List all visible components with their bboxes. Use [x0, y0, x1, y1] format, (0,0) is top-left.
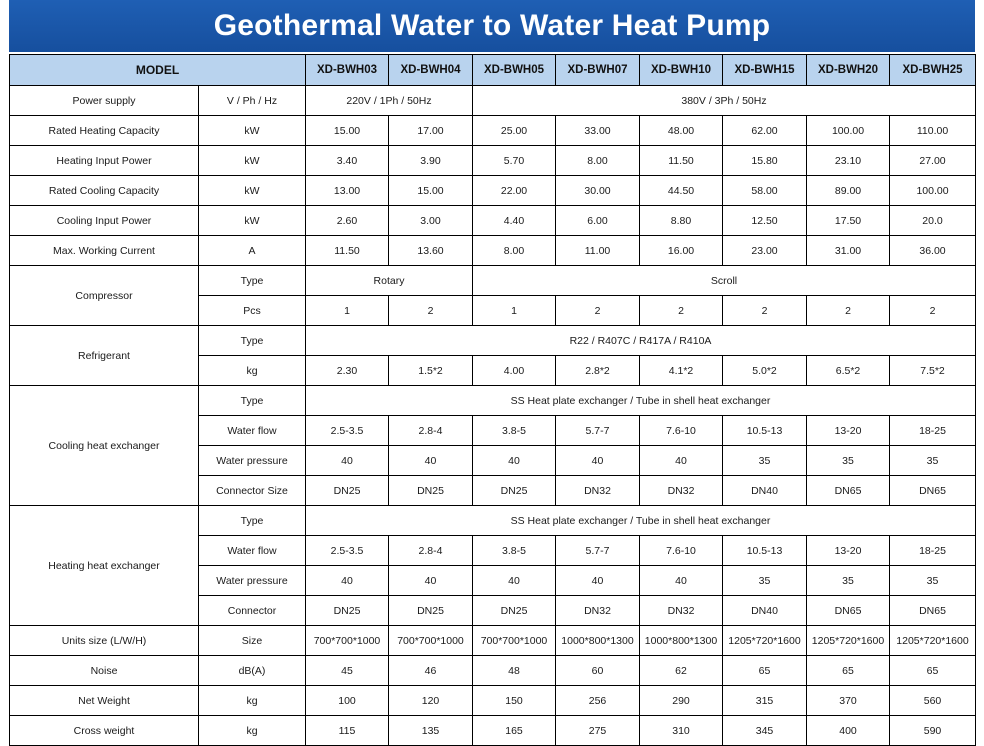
value-cell: 315: [723, 686, 807, 716]
value-cell: 22.00: [473, 176, 556, 206]
row-units-size: [10, 626, 976, 656]
value-cell: 1205*720*1600: [807, 626, 890, 656]
row-label: Cooling Input Power: [10, 206, 199, 236]
value-cell: 62.00: [723, 116, 807, 146]
cell-merged: Rotary: [306, 266, 473, 296]
value-cell: 15.00: [306, 116, 389, 146]
value-cell: 1: [306, 296, 389, 326]
row-unit: Water pressure: [199, 446, 306, 476]
cell-merged: 220V / 1Ph / 50Hz: [306, 86, 473, 116]
value-cell: 150: [473, 686, 556, 716]
cell-merged: SS Heat plate exchanger / Tube in shell heat exchanger: [306, 386, 976, 416]
cell-merged: SS Heat plate exchanger / Tube in shell heat exchanger: [306, 506, 976, 536]
value-cell: 65: [723, 656, 807, 686]
value-cell: DN65: [890, 476, 976, 506]
value-cell: DN25: [389, 596, 473, 626]
value-cell: 1205*720*1600: [723, 626, 807, 656]
row-unit: kg: [199, 716, 306, 746]
row-unit: Connector Size: [199, 476, 306, 506]
value-cell: 13.60: [389, 236, 473, 266]
row-cooling-hx-type: [10, 386, 976, 416]
value-cell: 35: [890, 566, 976, 596]
row-unit: kW: [199, 206, 306, 236]
value-cell: 1.5*2: [389, 356, 473, 386]
model-header: MODEL: [10, 55, 306, 86]
value-cell: 5.7-7: [556, 536, 640, 566]
model-name: XD-BWH25: [890, 55, 976, 86]
value-cell: 2.5-3.5: [306, 416, 389, 446]
model-name: XD-BWH15: [723, 55, 807, 86]
value-cell: 35: [890, 446, 976, 476]
value-cell: 45: [306, 656, 389, 686]
model-name: XD-BWH20: [807, 55, 890, 86]
value-cell: 2.8*2: [556, 356, 640, 386]
row-unit: V / Ph / Hz: [199, 86, 306, 116]
value-cell: 4.00: [473, 356, 556, 386]
value-cell: 44.50: [640, 176, 723, 206]
value-cell: 65: [890, 656, 976, 686]
row-unit: Type: [199, 386, 306, 416]
value-cell: DN32: [640, 596, 723, 626]
row-net-weight: [10, 686, 976, 716]
model-name: XD-BWH07: [556, 55, 640, 86]
value-cell: 5.0*2: [723, 356, 807, 386]
value-cell: 40: [306, 446, 389, 476]
value-cell: 5.7-7: [556, 416, 640, 446]
row-heating-input-power: [10, 146, 976, 176]
value-cell: 15.00: [389, 176, 473, 206]
value-cell: 18-25: [890, 536, 976, 566]
value-cell: 2.8-4: [389, 416, 473, 446]
value-cell: 27.00: [890, 146, 976, 176]
value-cell: 31.00: [807, 236, 890, 266]
value-cell: 2.5-3.5: [306, 536, 389, 566]
row-unit: Size: [199, 626, 306, 656]
value-cell: 40: [556, 566, 640, 596]
value-cell: 2.60: [306, 206, 389, 236]
group-label: Heating heat exchanger: [10, 506, 199, 626]
model-name: XD-BWH10: [640, 55, 723, 86]
value-cell: 370: [807, 686, 890, 716]
value-cell: 89.00: [807, 176, 890, 206]
value-cell: 23.00: [723, 236, 807, 266]
value-cell: 590: [890, 716, 976, 746]
value-cell: 48: [473, 656, 556, 686]
value-cell: 48.00: [640, 116, 723, 146]
row-cooling-input-power: [10, 206, 976, 236]
value-cell: 135: [389, 716, 473, 746]
row-label: Rated Cooling Capacity: [10, 176, 199, 206]
value-cell: 100.00: [890, 176, 976, 206]
value-cell: DN25: [306, 596, 389, 626]
value-cell: 120: [389, 686, 473, 716]
value-cell: 110.00: [890, 116, 976, 146]
value-cell: 275: [556, 716, 640, 746]
value-cell: 400: [807, 716, 890, 746]
row-label: Net Weight: [10, 686, 199, 716]
value-cell: 40: [640, 446, 723, 476]
row-heating-hx-type: [10, 506, 976, 536]
value-cell: 23.10: [807, 146, 890, 176]
value-cell: 3.90: [389, 146, 473, 176]
header-row: [10, 55, 976, 86]
row-unit: Water pressure: [199, 566, 306, 596]
value-cell: 2: [723, 296, 807, 326]
row-label: Max. Working Current: [10, 236, 199, 266]
value-cell: 2: [807, 296, 890, 326]
value-cell: DN32: [640, 476, 723, 506]
value-cell: 25.00: [473, 116, 556, 146]
value-cell: 40: [473, 446, 556, 476]
value-cell: 8.00: [556, 146, 640, 176]
model-name: XD-BWH03: [306, 55, 389, 86]
value-cell: 7.6-10: [640, 536, 723, 566]
value-cell: 2: [389, 296, 473, 326]
value-cell: 4.1*2: [640, 356, 723, 386]
group-label: Refrigerant: [10, 326, 199, 386]
group-label: Cooling heat exchanger: [10, 386, 199, 506]
row-unit: Connector: [199, 596, 306, 626]
row-unit: Type: [199, 506, 306, 536]
row-label: Noise: [10, 656, 199, 686]
model-name: XD-BWH04: [389, 55, 473, 86]
value-cell: 2: [556, 296, 640, 326]
value-cell: 11.00: [556, 236, 640, 266]
value-cell: 35: [807, 566, 890, 596]
value-cell: 3.40: [306, 146, 389, 176]
value-cell: 33.00: [556, 116, 640, 146]
value-cell: 65: [807, 656, 890, 686]
value-cell: 2: [890, 296, 976, 326]
value-cell: DN65: [890, 596, 976, 626]
value-cell: DN40: [723, 476, 807, 506]
row-compressor-type: [10, 266, 976, 296]
value-cell: 62: [640, 656, 723, 686]
value-cell: DN25: [306, 476, 389, 506]
value-cell: 1000*800*1300: [640, 626, 723, 656]
value-cell: DN40: [723, 596, 807, 626]
value-cell: 17.00: [389, 116, 473, 146]
value-cell: 13-20: [807, 416, 890, 446]
row-unit: Water flow: [199, 416, 306, 446]
value-cell: 58.00: [723, 176, 807, 206]
spec-table: [9, 54, 976, 746]
value-cell: 40: [473, 566, 556, 596]
value-cell: 1205*720*1600: [890, 626, 976, 656]
value-cell: 2.8-4: [389, 536, 473, 566]
row-unit: Type: [199, 326, 306, 356]
value-cell: DN25: [389, 476, 473, 506]
value-cell: 8.00: [473, 236, 556, 266]
value-cell: 310: [640, 716, 723, 746]
value-cell: 1: [473, 296, 556, 326]
value-cell: 2.30: [306, 356, 389, 386]
value-cell: 13-20: [807, 536, 890, 566]
value-cell: 46: [389, 656, 473, 686]
row-noise: [10, 656, 976, 686]
value-cell: 20.0: [890, 206, 976, 236]
model-name: XD-BWH05: [473, 55, 556, 86]
row-unit: kg: [199, 356, 306, 386]
value-cell: 345: [723, 716, 807, 746]
value-cell: 290: [640, 686, 723, 716]
row-rated-heating-capacity: [10, 116, 976, 146]
value-cell: 2: [640, 296, 723, 326]
value-cell: 700*700*1000: [389, 626, 473, 656]
value-cell: 40: [389, 566, 473, 596]
value-cell: DN25: [473, 476, 556, 506]
value-cell: 165: [473, 716, 556, 746]
row-unit: kg: [199, 686, 306, 716]
row-unit: Pcs: [199, 296, 306, 326]
value-cell: 35: [723, 566, 807, 596]
value-cell: 7.5*2: [890, 356, 976, 386]
row-cross-weight: [10, 716, 976, 746]
value-cell: 8.80: [640, 206, 723, 236]
row-refrigerant-type: [10, 326, 976, 356]
row-label: Heating Input Power: [10, 146, 199, 176]
value-cell: 11.50: [640, 146, 723, 176]
page-title: Geothermal Water to Water Heat Pump: [9, 0, 975, 52]
value-cell: DN65: [807, 596, 890, 626]
row-label: Power supply: [10, 86, 199, 116]
value-cell: 35: [807, 446, 890, 476]
value-cell: 18-25: [890, 416, 976, 446]
value-cell: 13.00: [306, 176, 389, 206]
value-cell: 115: [306, 716, 389, 746]
value-cell: 10.5-13: [723, 416, 807, 446]
value-cell: 6.5*2: [807, 356, 890, 386]
cell-merged: Scroll: [473, 266, 976, 296]
value-cell: DN25: [473, 596, 556, 626]
value-cell: 3.00: [389, 206, 473, 236]
value-cell: 36.00: [890, 236, 976, 266]
value-cell: 16.00: [640, 236, 723, 266]
value-cell: 560: [890, 686, 976, 716]
value-cell: 40: [556, 446, 640, 476]
row-rated-cooling-capacity: [10, 176, 976, 206]
row-label: Cross weight: [10, 716, 199, 746]
value-cell: 256: [556, 686, 640, 716]
value-cell: 40: [640, 566, 723, 596]
row-unit: kW: [199, 146, 306, 176]
value-cell: 40: [306, 566, 389, 596]
value-cell: 7.6-10: [640, 416, 723, 446]
value-cell: 5.70: [473, 146, 556, 176]
value-cell: 10.5-13: [723, 536, 807, 566]
value-cell: DN32: [556, 596, 640, 626]
value-cell: 1000*800*1300: [556, 626, 640, 656]
group-label: Compressor: [10, 266, 199, 326]
row-unit: dB(A): [199, 656, 306, 686]
value-cell: 17.50: [807, 206, 890, 236]
row-unit: kW: [199, 176, 306, 206]
value-cell: 700*700*1000: [306, 626, 389, 656]
value-cell: 3.8-5: [473, 536, 556, 566]
value-cell: 35: [723, 446, 807, 476]
row-power-supply: [10, 86, 976, 116]
row-unit: Water flow: [199, 536, 306, 566]
value-cell: 12.50: [723, 206, 807, 236]
row-label: Rated Heating Capacity: [10, 116, 199, 146]
row-unit: kW: [199, 116, 306, 146]
row-max-working-current: [10, 236, 976, 266]
row-label: Units size (L/W/H): [10, 626, 199, 656]
value-cell: 60: [556, 656, 640, 686]
value-cell: 30.00: [556, 176, 640, 206]
value-cell: 40: [389, 446, 473, 476]
value-cell: 700*700*1000: [473, 626, 556, 656]
value-cell: DN32: [556, 476, 640, 506]
value-cell: 11.50: [306, 236, 389, 266]
row-unit: A: [199, 236, 306, 266]
value-cell: 15.80: [723, 146, 807, 176]
row-unit: Type: [199, 266, 306, 296]
value-cell: 3.8-5: [473, 416, 556, 446]
value-cell: 100: [306, 686, 389, 716]
value-cell: 6.00: [556, 206, 640, 236]
cell-merged: 380V / 3Ph / 50Hz: [473, 86, 976, 116]
value-cell: DN65: [807, 476, 890, 506]
cell-merged: R22 / R407C / R417A / R410A: [306, 326, 976, 356]
value-cell: 4.40: [473, 206, 556, 236]
value-cell: 100.00: [807, 116, 890, 146]
